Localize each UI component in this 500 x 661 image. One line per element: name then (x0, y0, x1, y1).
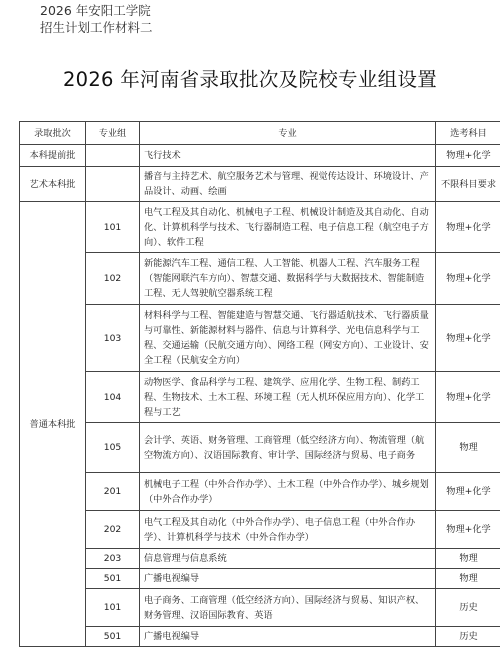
major-cell: 材料科学与工程、智能建造与智慧交通、飞行器适航技术、飞行器质量与可靠性、新能源材料与器件、信息与计算科学、光电信息科学与工程、交通运输（民航交通方向）、网络工程（网安方向）、工业设计、安全工程（民航安全方向） (140, 305, 436, 372)
table-row (20, 569, 500, 589)
table-row (20, 511, 500, 549)
subjects-cell: 物理+化学 (436, 372, 500, 423)
major-cell: 电子商务、工商管理（低空经济方向）、国际经济与贸易、知识产权、财务管理、汉语国际教育、英语 (140, 589, 436, 627)
batch-cell: 艺术本科批 (20, 167, 86, 202)
admission-table (19, 121, 500, 647)
group-cell: 203 (86, 549, 140, 569)
subjects-cell: 历史 (436, 589, 500, 627)
header-lines (40, 2, 153, 36)
major-cell: 播音与主持艺术、航空服务艺术与管理、视觉传达设计、环境设计、产品设计、动画、绘画 (140, 167, 436, 202)
column-header-batch: 录取批次 (20, 122, 86, 145)
table-row (20, 253, 500, 305)
major-cell: 飞行技术 (140, 145, 436, 167)
table-header-row (20, 122, 500, 145)
column-header-group: 专业组 (86, 122, 140, 145)
subjects-cell: 物理+化学 (436, 202, 500, 253)
table-row (20, 627, 500, 647)
major-cell: 电气工程及其自动化、机械电子工程、机械设计制造及其自动化、自动化、计算机科学与技术、飞行器制造工程、电子信息工程（航空电子方向）、软件工程 (140, 202, 436, 253)
table-row (20, 167, 500, 202)
group-cell: 103 (86, 305, 140, 372)
major-cell: 广播电视编导 (140, 569, 436, 589)
group-cell: 104 (86, 372, 140, 423)
table-row (20, 305, 500, 372)
page-title: 2026 年河南省录取批次及院校专业组设置 (62, 68, 438, 91)
major-cell: 新能源汽车工程、通信工程、人工智能、机器人工程、汽车服务工程（智能网联汽车方向）、智慧交通、数据科学与大数据技术、智能制造工程、无人驾驶航空器系统工程 (140, 253, 436, 305)
subjects-cell: 物理+化学 (436, 511, 500, 549)
group-cell: 501 (86, 569, 140, 589)
table-row (20, 549, 500, 569)
subjects-cell: 物理 (436, 423, 500, 473)
subjects-cell: 物理+化学 (436, 253, 500, 305)
group-cell: 101 (86, 202, 140, 253)
column-header-major: 专业 (140, 122, 436, 145)
table-row (20, 473, 500, 511)
batch-cell: 普通本科批 (20, 202, 86, 647)
group-cell: 501 (86, 627, 140, 647)
group-cell (86, 167, 140, 202)
header-line-school: 2026 年安阳工学院 (40, 3, 151, 18)
subjects-cell: 物理+化学 (436, 305, 500, 372)
major-cell: 动物医学、食品科学与工程、建筑学、应用化学、生物工程、制药工程、生物技术、土木工程、环境工程（无人机环保应用方向）、化学工程与工艺 (140, 372, 436, 423)
table-row (20, 423, 500, 473)
subjects-cell: 物理+化学 (436, 473, 500, 511)
major-cell: 广播电视编导 (140, 627, 436, 647)
table-row (20, 145, 500, 167)
group-cell: 201 (86, 473, 140, 511)
group-cell: 101 (86, 589, 140, 627)
header-line-doc: 招生计划工作材料二 (40, 20, 153, 35)
group-cell (86, 145, 140, 167)
column-header-subjects: 选考科目 (436, 122, 500, 145)
major-cell: 会计学、英语、财务管理、工商管理（低空经济方向）、物流管理（航空物流方向）、汉语国际教育、审计学、国际经济与贸易、电子商务 (140, 423, 436, 473)
group-cell: 102 (86, 253, 140, 305)
group-cell: 105 (86, 423, 140, 473)
table-row (20, 372, 500, 423)
major-cell: 信息管理与信息系统 (140, 549, 436, 569)
major-cell: 机械电子工程（中外合作办学）、土木工程（中外合作办学）、城乡规划（中外合作办学） (140, 473, 436, 511)
major-cell: 电气工程及其自动化（中外合作办学）、电子信息工程（中外合作办学）、计算机科学与技术（中外合作办学） (140, 511, 436, 549)
batch-cell: 本科提前批 (20, 145, 86, 167)
subjects-cell: 不限科目要求 (436, 167, 500, 202)
subjects-cell: 物理+化学 (436, 145, 500, 167)
group-cell: 202 (86, 511, 140, 549)
subjects-cell: 物理 (436, 569, 500, 589)
subjects-cell: 历史 (436, 627, 500, 647)
subjects-cell: 物理 (436, 549, 500, 569)
table-row (20, 202, 500, 253)
table-row (20, 589, 500, 627)
